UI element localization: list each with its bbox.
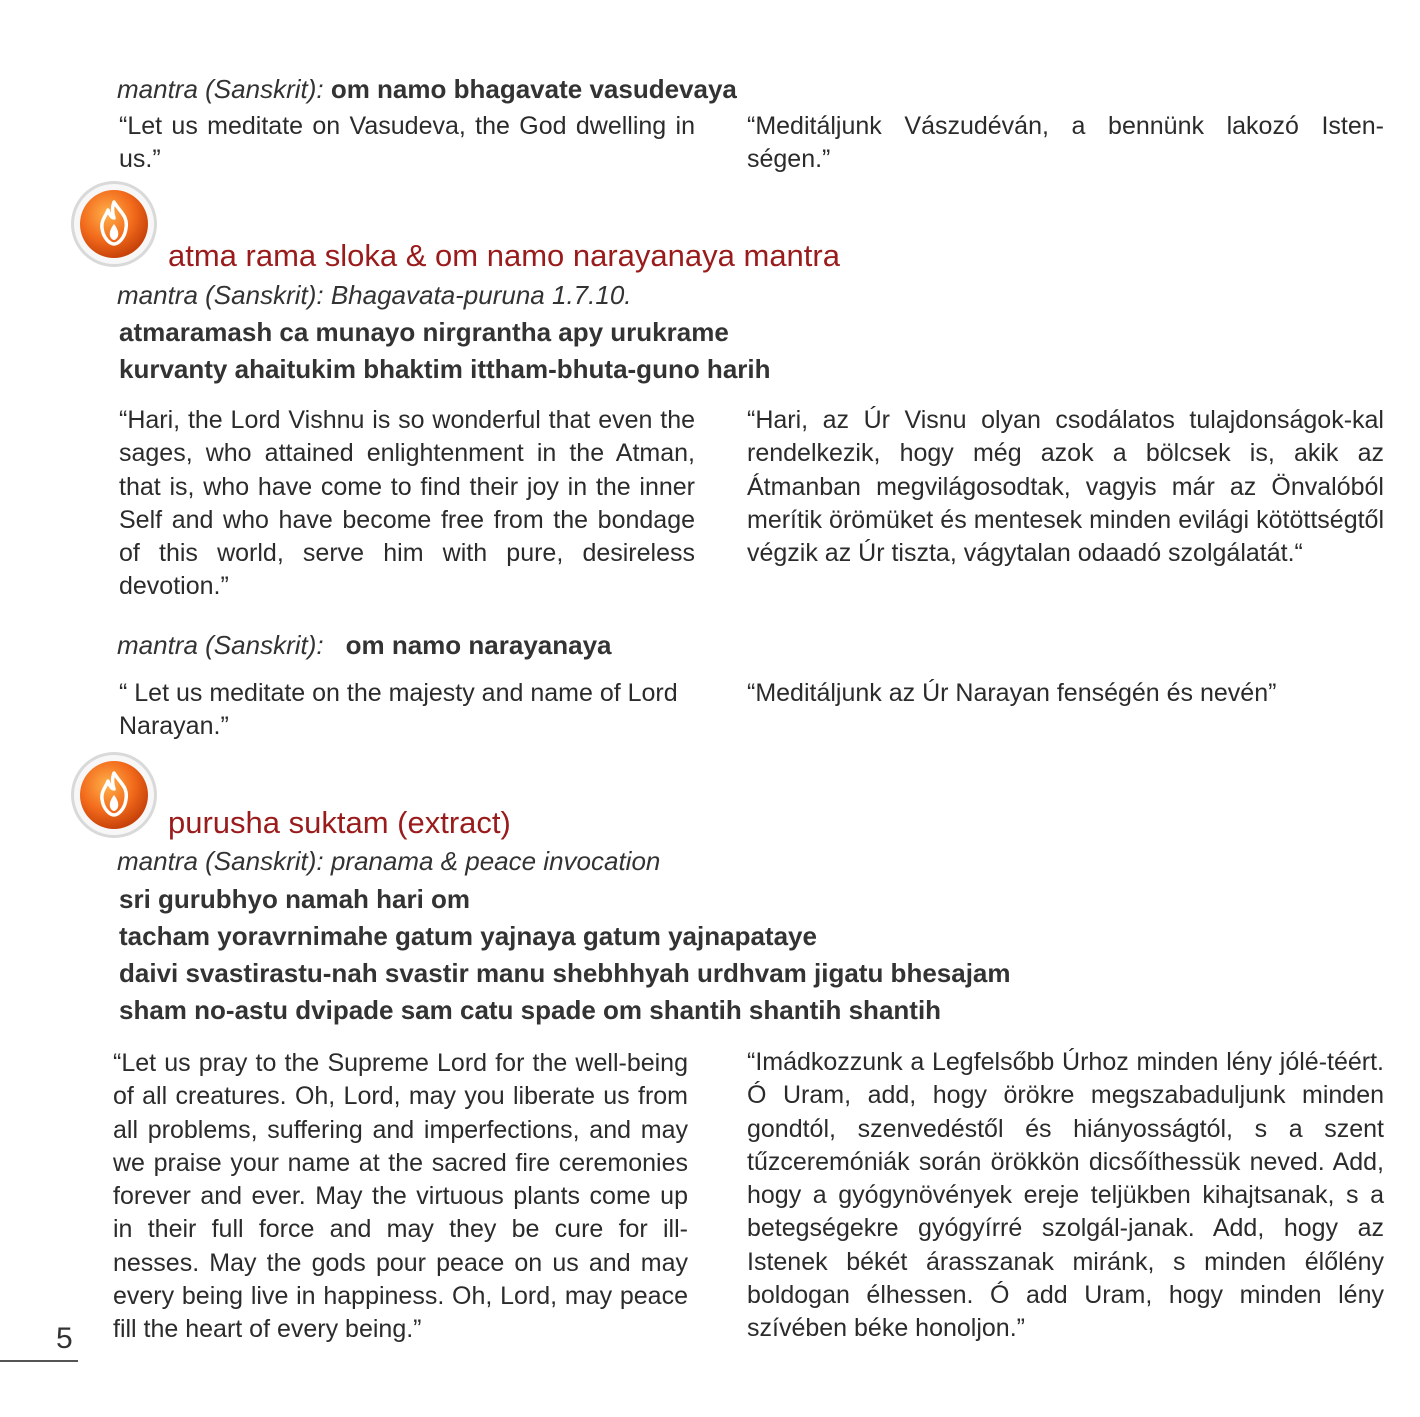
hungarian-translation-vasudevaya: “Meditáljunk Vászudéván, a bennünk lakozó Isten-ségen.” xyxy=(747,112,1384,174)
english-translation-atma-rama: “Hari, the Lord Vishnu is so wonderful that even the sages, who attained enlightenment in the Atman, that is, who have come to find their joy in the inner Self and who have become free from the bondage of this world, serve him with pure, desireless devotion.” xyxy=(119,406,695,601)
hungarian-translation-atma-rama: “Hari, az Úr Visnu olyan csodálatos tulajdonságok-kal rendelkezik, hogy még azok a bölcsek is, akik az Átmanban megvilágosodtak, vagyis már az Önvalóból merítik örömüket és mentesek minden evilági kötöttségtől végzik az Úr tiszta, vágytalan odaadó szolgálatát.“ xyxy=(747,406,1384,568)
mantra-label-narayanaya xyxy=(117,629,612,661)
section-heading-purusha-suktam: purusha suktam (extract) xyxy=(168,805,511,840)
section-heading-atma-rama: atma rama sloka & om namo narayanaya mantra xyxy=(168,238,840,273)
english-translation-narayanaya: “ Let us meditate on the majesty and name of Lord Narayan.” xyxy=(119,679,678,741)
footer-rule xyxy=(0,1360,78,1362)
english-translation-purusha-suktam: “Let us pray to the Supreme Lord for the well-being of all creatures. Oh, Lord, may you liberate us from all problems, suffering and imperfections, and may we praise your name at the sacred fire ceremonies forever and ever. May the virtuous plants come up in their full force and may they be cure for ill-nesses. May the gods pour peace on us and may every being live in happiness. Oh, Lord, may peace fill the heart of every being.” xyxy=(113,1049,688,1344)
mantra-name: om namo bhagavate vasudevaya xyxy=(330,74,737,104)
sanskrit-line-3: daivi svastirastu-nah svastir manu shebhhyah urdhvam jigatu bhesajam xyxy=(119,958,1011,988)
sanskrit-line-2: kurvanty ahaitukim bhaktim ittham-bhuta-guno harih xyxy=(119,354,771,384)
sanskrit-line-1: atmaramash ca munayo nirgrantha apy urukrame xyxy=(119,317,729,347)
english-translation-vasudevaya: “Let us meditate on Vasudeva, the God dwelling in us.” xyxy=(119,112,695,174)
mantra-source-pranama: mantra (Sanskrit): pranama & peace invocation xyxy=(117,846,661,876)
mantra-name: om namo narayanaya xyxy=(345,630,612,660)
mantra-source-bhagavata: mantra (Sanskrit): Bhagavata-puruna 1.7.10. xyxy=(117,280,632,310)
sanskrit-line-2: tacham yoravrnimahe gatum yajnaya gatum yajnapataye xyxy=(119,921,817,951)
mantra-label-prefix: mantra (Sanskrit): xyxy=(117,74,331,104)
sanskrit-line-4: sham no-astu dvipade sam catu spade om shantih shantih shantih xyxy=(119,995,942,1025)
mantra-label-vasudevaya xyxy=(117,73,737,105)
hungarian-translation-narayanaya: “Meditáljunk az Úr Narayan fenségén és nevén” xyxy=(747,679,1277,707)
sanskrit-line-1: sri gurubhyo namah hari om xyxy=(119,884,471,914)
fire-icon xyxy=(70,180,158,273)
fire-icon xyxy=(70,751,158,844)
mantra-label-prefix: mantra (Sanskrit): xyxy=(117,630,324,660)
hungarian-translation-purusha-suktam: “Imádkozzunk a Legfelsőbb Úrhoz minden lény jólé-téért. Ó Uram, add, hogy örökre megszabaduljunk minden gondtól, szenvedéstől és hiányosságtól, s a szent tűzceremóniák során örökkön dicsőíthessük neved. Add, hogy a gyógynövények ereje teljükben kihajtsanak, s a betegségekre gyógyírré szolgál-janak. Add, hogy az Istenek békét árasszanak miránk, s minden élőlény boldogan élhessen. Ó add Uram, hogy minden lény szívében béke honoljon.” xyxy=(747,1048,1384,1343)
page-number: 5 xyxy=(56,1322,73,1355)
